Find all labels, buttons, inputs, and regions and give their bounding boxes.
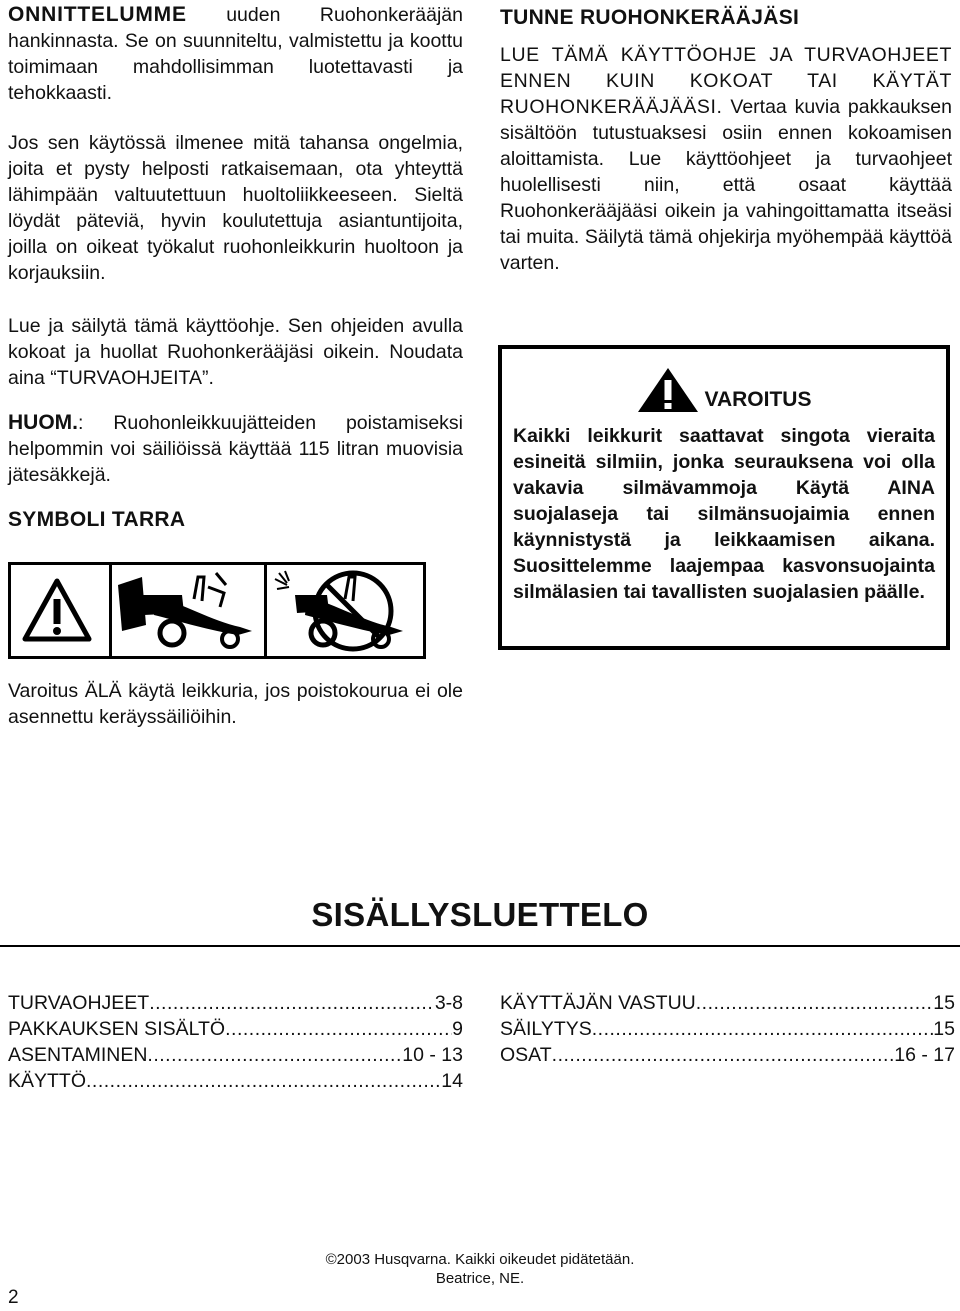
toc-entry[interactable] bbox=[500, 1016, 955, 1042]
warning-triangle-icon bbox=[11, 565, 103, 656]
toc-entry[interactable] bbox=[500, 1042, 955, 1068]
toc-title: SISÄLLYSLUETTELO bbox=[311, 896, 649, 933]
note-text: : Ruohonleikkuujätteiden poistamiseksi helpommin voi säiliöissä käyttää 115 litran muovisia jätesäkkejä. bbox=[8, 412, 463, 486]
toc-entry[interactable] bbox=[500, 990, 955, 1016]
know-your-collector-heading: TUNNE RUOHONKERÄÄJÄSI bbox=[500, 6, 800, 29]
toc-leader bbox=[147, 1042, 402, 1068]
symbol-heading: SYMBOLI TARRA bbox=[8, 508, 186, 531]
toc-entry[interactable] bbox=[8, 1042, 463, 1068]
page-number: 2 bbox=[8, 1287, 19, 1308]
symbol-mower-cell bbox=[109, 565, 264, 656]
caps-instruction: LUE TÄMÄ KÄYTTÖOHJE JA TURVAOHJEET ENNEN KUIN KOKOAT TAI KÄYTÄT RUOHONKERÄÄJÄÄSI. bbox=[500, 44, 952, 118]
symbol-warning-cell bbox=[11, 565, 109, 656]
note-label: HUOM. bbox=[8, 411, 78, 434]
warning-title-row bbox=[502, 367, 946, 413]
warning-triangle-icon bbox=[637, 367, 699, 413]
toc-entry-label: OSAT bbox=[500, 1044, 552, 1066]
know-your-collector-paragraph bbox=[500, 42, 952, 276]
symbol-caption: Varoitus ÄLÄ käytä leikkuria, jos poistokourua ei ole asennettu keräyssäiliöihin. bbox=[8, 680, 463, 728]
toc-entry-label: SÄILYTYS bbox=[500, 1018, 592, 1040]
note-paragraph bbox=[8, 410, 463, 488]
warning-box bbox=[498, 345, 950, 650]
toc-leader bbox=[225, 1016, 452, 1042]
toc-entry-label: KÄYTTÖ bbox=[8, 1070, 87, 1092]
toc-leader bbox=[592, 1016, 934, 1042]
service-paragraph: Jos sen käytössä ilmenee mitä tahansa ongelmia, joita et pysty helposti ratkaisemaan, ota yhteyttä lähimpään valtuutettuun huoltoliikkeeseen. Sieltä löydät päteviä, hyvin koulutettuja asiantuntijoita, joilla on oikeat työkalut ruohonleikkurin huoltoon ja korjauksiin. bbox=[8, 132, 463, 284]
toc-entry-label: TURVAOHJEET bbox=[8, 992, 150, 1014]
toc-entry-page: 3-8 bbox=[434, 992, 463, 1014]
toc-leader bbox=[552, 1042, 895, 1068]
copyright-notice: ©2003 Husqvarna. Kaikki oikeudet pidätetään. bbox=[325, 1251, 635, 1268]
toc-left-column bbox=[8, 990, 463, 1094]
toc-entry-label: KÄYTTÄJÄN VASTUU bbox=[500, 992, 696, 1014]
toc-leader bbox=[696, 990, 934, 1016]
toc-right-column bbox=[500, 990, 955, 1068]
publisher-location: Beatrice, NE. bbox=[435, 1270, 525, 1287]
no-discharge-prohibition-icon bbox=[267, 565, 423, 656]
toc-entry-page: 16 - 17 bbox=[894, 1044, 955, 1066]
instruction-text: Vertaa kuvia pakkauksen sisältöön tutustuaksesi osiin ennen kokoamisen aloittamista. Lue käyttöohjeet ja turvaohjeet huolellisesti niin, että osaat käyttää Ruohonkerääjääsi oikein ja vahingoittamatta itseäsi tai muita. Säilytä tämä ohjekirja myöhempää käyttöä varten. bbox=[500, 96, 952, 274]
toc-entry[interactable] bbox=[8, 1016, 463, 1042]
toc-leader bbox=[149, 990, 435, 1016]
toc-entry-page: 14 bbox=[441, 1070, 463, 1092]
symbol-prohibited-cell bbox=[264, 565, 423, 656]
warning-title: VAROITUS bbox=[704, 388, 812, 411]
toc-entry-page: 9 bbox=[452, 1018, 463, 1040]
read-manual-paragraph: Lue ja säilytä tämä käyttöohje. Sen ohjeiden avulla kokoat ja huollat Ruohonkerääjäsi oikein. Noudata aina “TURVAOHJEITA”. bbox=[8, 315, 463, 389]
toc-entry[interactable] bbox=[8, 1068, 463, 1094]
toc-entry-page: 15 bbox=[933, 1018, 955, 1040]
toc-entry-page: 10 - 13 bbox=[402, 1044, 463, 1066]
warning-body: Kaikki leikkurit saattavat singota vieraita esineitä silmiin, jonka seurauksena voi olla vakavia silmävammoja Käytä AINA suojalaseja tai silmänsuojaimia ennen käynnistystä ja leikkaamisen aikana. Suosittelemme laajempaa kasvonsuojainta silmälasien tai tavallisten suojalasien päälle. bbox=[513, 425, 935, 603]
toc-entry-page: 15 bbox=[933, 992, 955, 1014]
toc-leader bbox=[86, 1068, 441, 1094]
toc-entry[interactable] bbox=[8, 990, 463, 1016]
footer bbox=[0, 1250, 960, 1288]
toc-entry-label: PAKKAUKSEN SISÄLTÖ bbox=[8, 1018, 226, 1040]
toc-divider bbox=[0, 945, 960, 947]
intro-paragraph bbox=[8, 2, 463, 106]
symbol-decal bbox=[8, 562, 426, 659]
intro-emphasis: ONNITTELUMME bbox=[8, 3, 187, 26]
mower-with-chute-icon bbox=[112, 565, 262, 656]
toc-entry-label: ASENTAMINEN bbox=[8, 1044, 148, 1066]
intro-text: uuden Ruohonkerääjän hankinnasta. Se on suunniteltu, valmistettu ja koottu toimimaan mahdollisimman luotettavasti ja tehokkaasti. bbox=[8, 4, 463, 104]
